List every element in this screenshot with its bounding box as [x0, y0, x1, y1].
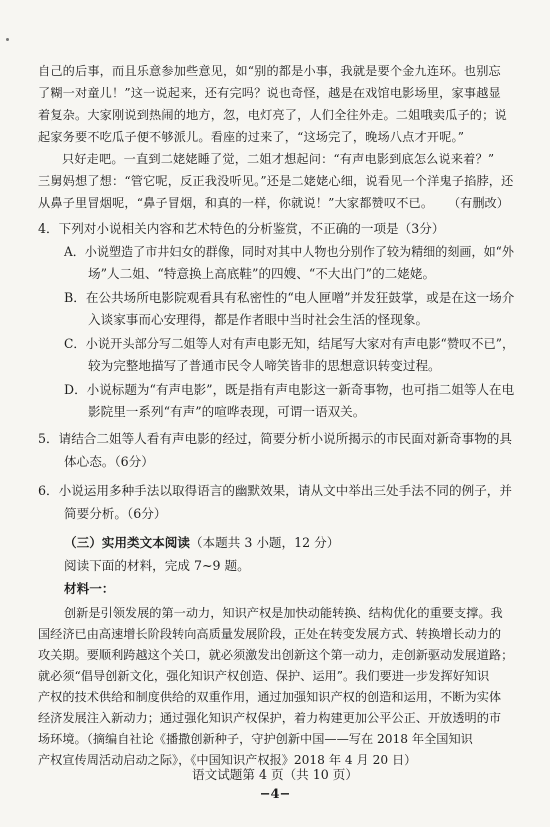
section-instruction: 阅读下面的材料，完成 7~9 题。 [64, 558, 250, 573]
material-line: 国经济已由高速增长阶段转向高质量发展阶段，正处在转变发展方式、转换增长动力的 [38, 627, 502, 641]
page-number: −4− [259, 787, 291, 802]
story-line: 起家务要不吃瓜子便不够派儿。看座的过来了，“这场完了，晚场八点才开呢。” [38, 130, 465, 144]
material-line: 创新是引领发展的第一动力，知识产权是加快动能转换、结构优化的重要支撑。我 [64, 606, 503, 620]
material-line: 产权宣传周活动启动之际》，《中国知识产权报》2018 年 4 月 20 日） [38, 753, 417, 767]
source-note: （有删改） [448, 196, 509, 210]
section-title: （三）实用类文本阅读 [64, 535, 190, 550]
material-line: 经济发展注入新动力；通过强化知识产权保护，着力构建更加公平公正、开放透明的市 [38, 711, 502, 725]
option-d-line: D．小说标题为“有声电影”，既是指有声电影这一新奇事物，也可指二姐等人在电 [64, 382, 515, 397]
story-line: 自己的后事，而且乐意参加些意见，如“别的都是小事，我就是要个金九连环。也别忘 [38, 64, 501, 78]
question-stem: 4．下列对小说相关内容和艺术特色的分析鉴赏，不正确的一项是（3分） [38, 221, 445, 236]
option-c-line: 较为完整地描写了普通市民令人啼笑皆非的思想意识转变过程。 [88, 358, 441, 373]
material-line: 就必须“倡导创新文化，强化知识产权创造、保护、运用”。我们要进一步发挥好知识 [38, 669, 490, 683]
question-stem: 简要分析。（6分） [64, 506, 167, 521]
option-a-line: 场”人二姐、“特意换上高底鞋”的四嫂、“不大出门”的二姥姥。 [88, 266, 436, 281]
material-line: 产权的技术供给和制度供给的双重作用，通过加强知识产权的创造和运用，不断为实体 [38, 690, 502, 704]
section-info: （本题共 3 小题，12 分） [189, 535, 340, 550]
scan-mark [6, 38, 9, 41]
option-c-line: C．小说开头部分写二姐等人对有声电影无知，结尾写大家对有声电影“赞叹不已”， [64, 336, 515, 351]
story-line: 着复杂。大家刚说到热闹的地方，忽，电灯亮了，人们全往外走。二姐哦卖瓜子的；说 [38, 108, 507, 122]
option-d-line: 影院里一系列“有声”的喧哗表现，可谓一语双关。 [88, 404, 366, 419]
story-line: 三舅妈想了想：“管它呢，反正我没听见。”还是二姥姥心细，说看见一个洋鬼子掐脖，还 [38, 174, 514, 188]
option-b-line: B．在公共场所电影院观看具有私密性的“电人匣噌”并发狂鼓掌，或是在这一场介 [64, 290, 515, 305]
story-line: 只好走吧。一直到二姥姥睡了觉，二姐才想起问：“有声电影到底怎么说来着？” [62, 152, 495, 166]
story-line: 从鼻子里冒烟呢，“鼻子冒烟，和真的一样，你就说！”大家都赞叹不已。 [38, 196, 434, 210]
material-line: 攻关期。要顺利跨越这个关口，就必须激发出创新这个第一动力，走创新驱动发展道路； [38, 648, 514, 662]
story-line: 了糊一对童儿！”这一说起来，还有完吗？说也奇怪，越是在戏馆电影场里，家事越显 [38, 86, 501, 100]
material-label: 材料一： [64, 581, 115, 596]
option-b-line: 入谈家事而心安理得，都是作者眼中当时社会生活的怪现象。 [88, 312, 429, 327]
material-line: 场环境。（摘编自社论《播撒创新种子，守护创新中国——写在 2018 年全国知识 [38, 732, 473, 746]
question-stem: 6．小说运用多种手法以取得语言的幽默效果，请从文中举出三处手法不同的例子，并 [38, 483, 512, 498]
page-footer-label: 语文试题第 4 页（共 10 页） [192, 767, 358, 782]
question-stem: 体心态。（6分） [64, 454, 154, 469]
option-a-line: A．小说塑造了市井妇女的群像，同时对其中人物也分别作了较为精细的刻画，如“外 [64, 244, 514, 259]
question-stem: 5．请结合二姐等人看有声电影的经过，简要分析小说所揭示的市民面对新奇事物的具 [38, 431, 512, 446]
